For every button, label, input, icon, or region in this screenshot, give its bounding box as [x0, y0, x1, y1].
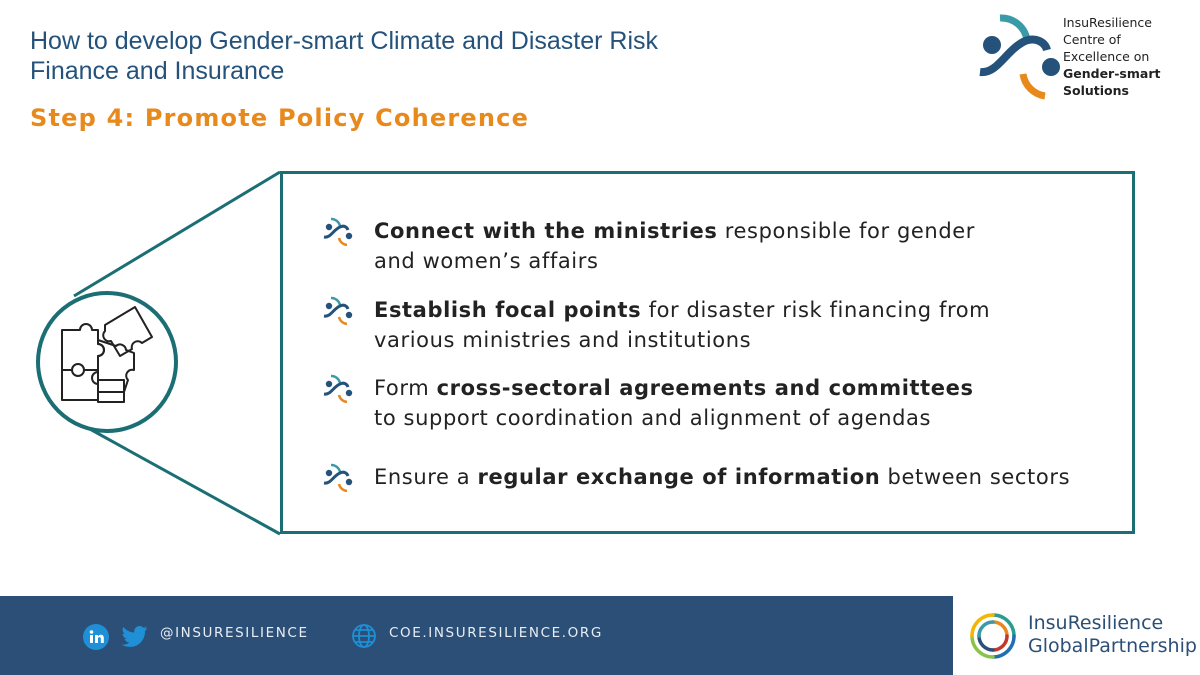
coe-line-1: InsuResilience	[1063, 15, 1152, 30]
step-title: Step 4: Promote Policy Coherence	[30, 104, 530, 132]
item-1-line-2: and women’s affairs	[374, 249, 599, 273]
coe-bullet-icon	[323, 216, 355, 246]
social-handle[interactable]: @INSURESILIENCE	[160, 625, 309, 641]
zoom-callout-graphic	[0, 0, 300, 560]
partner-line-1: InsuResilience	[1028, 612, 1164, 634]
coe-logo	[975, 12, 1185, 107]
coe-line-2: Centre of	[1063, 32, 1121, 47]
partner-logo	[953, 596, 1200, 675]
coe-bullet-icon	[323, 295, 355, 325]
item-2-bold: Establish focal points	[374, 298, 642, 322]
item-4-pre: Ensure a	[374, 465, 478, 489]
item-4-bold: regular exchange of information	[477, 465, 881, 489]
page-title-line-1: How to develop Gender-smart Climate and Disaster Risk	[30, 27, 659, 55]
twitter-icon[interactable]	[121, 626, 149, 648]
item-4-rest: between sectors	[880, 465, 1071, 489]
item-1-bold: Connect with the ministries	[374, 219, 718, 243]
coe-line-4: Gender-smart	[1063, 66, 1161, 81]
item-3-line-2: to support coordination and alignment of agendas	[374, 406, 932, 430]
footer-bar	[0, 596, 953, 675]
partner-logo-text	[1028, 612, 1197, 658]
page-title-line-2: Finance and Insurance	[30, 57, 285, 85]
coe-line-3: Excellence on	[1063, 49, 1150, 64]
insuresilience-coe-logo-icon	[975, 12, 1065, 102]
item-2-line-2: various ministries and institutions	[374, 328, 752, 352]
globe-icon	[351, 623, 377, 649]
content-box	[280, 171, 1135, 534]
globalpartnership-logo-icon	[967, 610, 1019, 662]
item-3-bold: cross-sectoral agreements and committees	[436, 376, 974, 400]
partner-line-2: GlobalPartnership	[1028, 635, 1197, 657]
coe-line-5: Solutions	[1063, 83, 1129, 98]
item-1-rest: responsible for gender	[717, 219, 976, 243]
coe-logo-text	[1063, 14, 1160, 99]
item-3-pre: Form	[374, 376, 437, 400]
website-link[interactable]: COE.INSURESILIENCE.ORG	[389, 625, 603, 641]
coe-bullet-icon	[323, 373, 355, 403]
linkedin-icon[interactable]	[83, 624, 109, 650]
coe-bullet-icon	[323, 462, 355, 492]
item-2-rest: for disaster risk financing from	[641, 298, 991, 322]
